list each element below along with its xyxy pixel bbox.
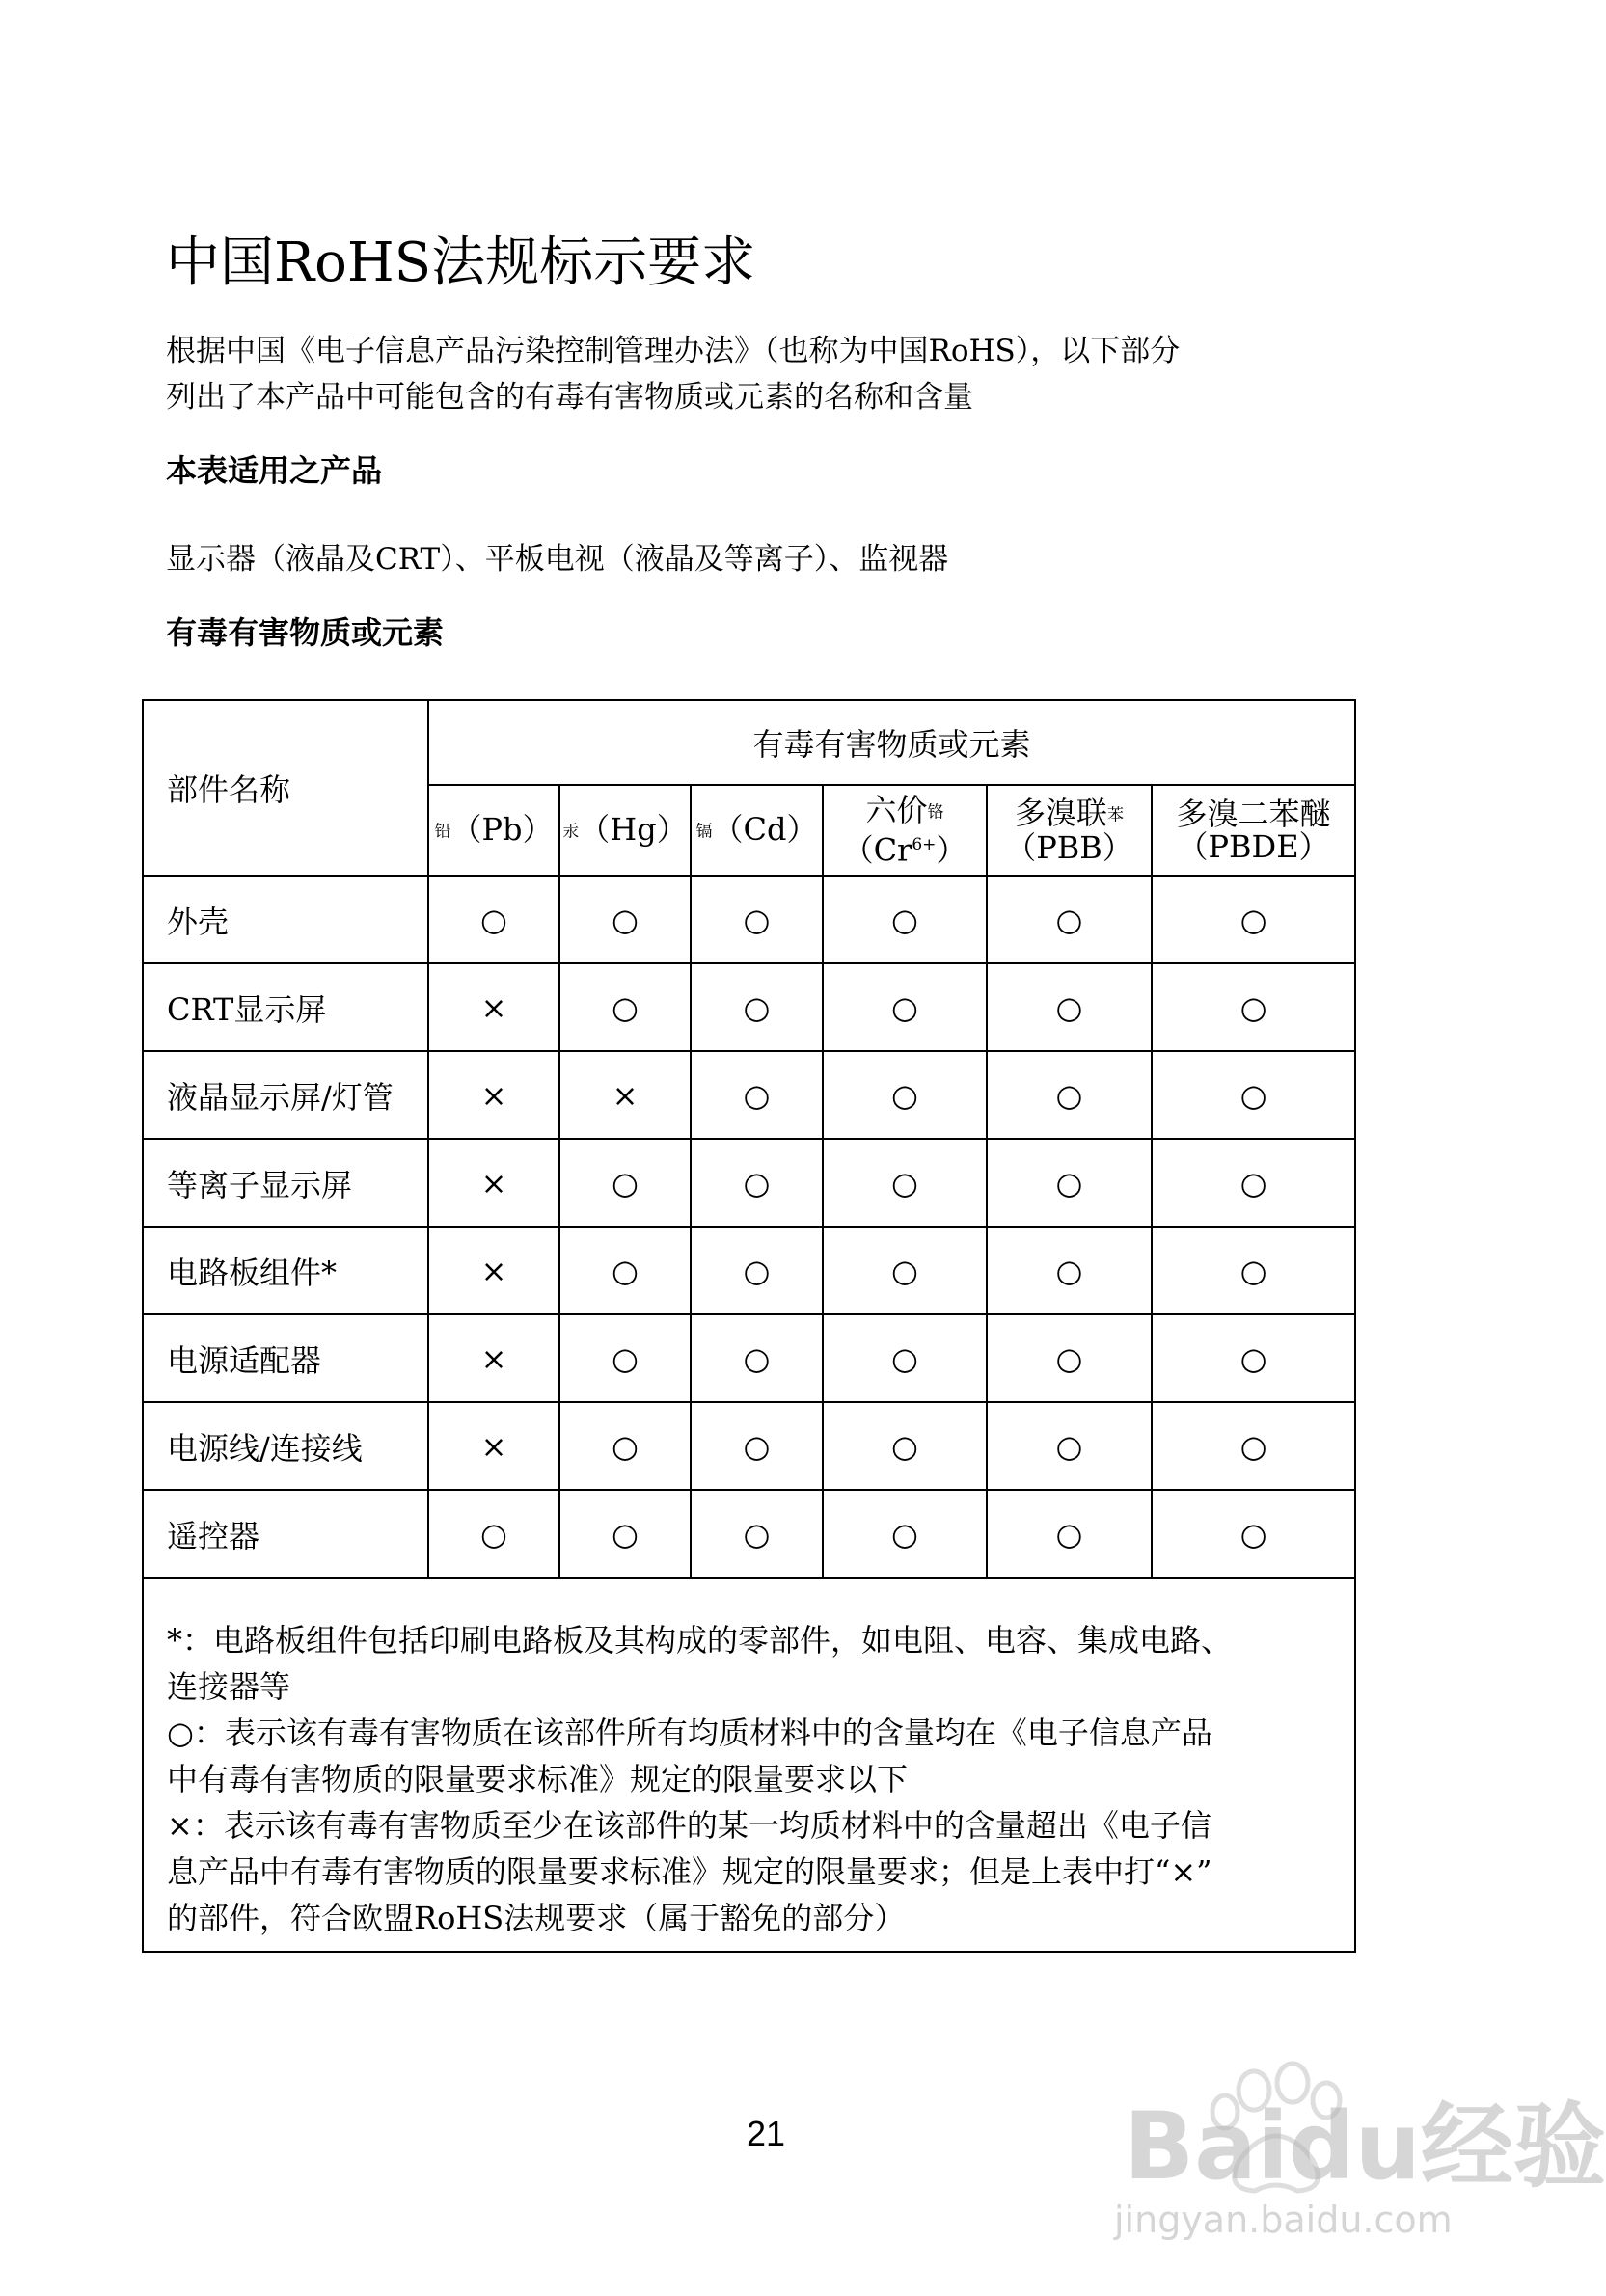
compliance-mark-cell: ○ — [559, 1227, 691, 1314]
part-name-cell: 外壳 — [143, 876, 428, 963]
products-heading: 本表适用之产品 — [166, 452, 383, 489]
part-name-cell: 等离子显示屏 — [143, 1139, 428, 1227]
compliance-mark-cell: ○ — [1152, 1314, 1355, 1402]
note-line: 息产品中有毒有害物质的限量要求标准》规定的限量要求；但是上表中打“×” — [167, 1853, 1212, 1890]
table-row — [143, 1490, 1355, 1578]
substance-header-pbde — [1152, 785, 1355, 876]
note-line: 连接器等 — [167, 1668, 291, 1705]
part-name-cell: 电路板组件* — [143, 1227, 428, 1314]
substance-header-cr6 — [823, 785, 987, 876]
substance-symbol: （PBB） — [1005, 829, 1133, 867]
compliance-mark-cell: ○ — [559, 1139, 691, 1227]
substance-header-pbb — [987, 785, 1152, 876]
compliance-mark-cell: ○ — [691, 1227, 823, 1314]
compliance-mark-cell: ○ — [559, 876, 691, 963]
intro-line: 根据中国《电子信息产品污染控制管理办法》（也称为中国RoHS），以下部分 — [166, 334, 1181, 368]
page-number: 21 — [746, 2114, 786, 2153]
substance-symbol-tail: ） — [936, 832, 967, 870]
compliance-mark-cell: ○ — [559, 1490, 691, 1578]
watermark-url: jingyan.baidu.com — [1114, 2199, 1453, 2241]
table-row — [143, 1314, 1355, 1402]
part-name-cell: CRT显示屏 — [143, 963, 428, 1051]
watermark — [1056, 2044, 1606, 2256]
compliance-mark-cell: ○ — [559, 1314, 691, 1402]
substance-glyph: 苯 — [1107, 805, 1124, 825]
compliance-mark-cell: × — [428, 1227, 559, 1314]
note-line: *：电路板组件包括印刷电路板及其构成的零部件，如电阻、电容、集成电路、 — [167, 1622, 1233, 1659]
substance-symbol: （PBDE） — [1177, 828, 1330, 865]
compliance-mark-cell: ○ — [1152, 1227, 1355, 1314]
compliance-mark-cell: ○ — [987, 963, 1152, 1051]
intro-line: 列出了本产品中可能包含的有毒有害物质或元素的名称和含量 — [166, 380, 973, 415]
compliance-mark-cell: ○ — [1152, 1402, 1355, 1490]
note-line: ×：表示该有毒有害物质至少在该部件的某一均质材料中的含量超出《电子信 — [167, 1807, 1211, 1844]
compliance-mark-cell: ○ — [823, 963, 987, 1051]
compliance-mark-cell: ○ — [987, 1227, 1152, 1314]
compliance-mark-cell: ○ — [987, 1051, 1152, 1139]
compliance-mark-cell: × — [428, 1139, 559, 1227]
compliance-mark-cell: ○ — [691, 963, 823, 1051]
compliance-mark-cell: ○ — [1152, 1051, 1355, 1139]
table-notes — [143, 1578, 1355, 1952]
compliance-mark-cell: ○ — [691, 1314, 823, 1402]
page-title: 中国RoHS法规标示要求 — [166, 231, 756, 294]
part-name-cell: 遥控器 — [143, 1490, 428, 1578]
compliance-mark-cell: ○ — [823, 1227, 987, 1314]
compliance-mark-cell: ○ — [987, 1139, 1152, 1227]
substance-header-pb — [428, 785, 559, 876]
compliance-mark-cell: ○ — [428, 1490, 559, 1578]
compliance-mark-cell: ○ — [987, 1314, 1152, 1402]
compliance-mark-cell: ○ — [691, 1402, 823, 1490]
substance-name: 多溴二苯醚 — [1176, 796, 1331, 832]
compliance-mark-cell: ○ — [987, 1402, 1152, 1490]
substance-symbol: （Cd） — [712, 810, 818, 848]
compliance-mark-cell: ○ — [1152, 1139, 1355, 1227]
substances-group-header: 有毒有害物质或元素 — [428, 700, 1355, 785]
compliance-mark-cell: ○ — [1152, 876, 1355, 963]
compliance-mark-cell: ○ — [987, 876, 1152, 963]
compliance-mark-cell: ○ — [823, 876, 987, 963]
substance-header-hg — [559, 785, 691, 876]
compliance-mark-cell: × — [428, 1051, 559, 1139]
compliance-mark-cell: ○ — [691, 1490, 823, 1578]
products-text: 显示器（液晶及CRT）、平板电视（液晶及等离子）、监视器 — [166, 542, 949, 577]
table-row — [143, 876, 1355, 963]
compliance-mark-cell: ○ — [1152, 1490, 1355, 1578]
compliance-mark-cell: ○ — [823, 1139, 987, 1227]
substance-glyph: 镉 — [695, 822, 713, 842]
compliance-mark-cell: ○ — [691, 1139, 823, 1227]
substance-symbol: （Cr — [842, 832, 912, 870]
compliance-mark-cell: ○ — [428, 876, 559, 963]
compliance-mark-cell: ○ — [823, 1314, 987, 1402]
note-line: 的部件，符合欧盟RoHS法规要求（属于豁免的部分） — [167, 1900, 906, 1936]
compliance-mark-cell: ○ — [823, 1402, 987, 1490]
watermark-logo-text: Baidu经验 — [1124, 2093, 1606, 2201]
compliance-mark-cell: ○ — [987, 1490, 1152, 1578]
part-name-cell: 液晶显示屏/灯管 — [143, 1051, 428, 1139]
substance-name: 多溴联 — [1014, 794, 1107, 831]
compliance-mark-cell: × — [428, 1402, 559, 1490]
substance-valence: 6+ — [912, 835, 937, 855]
compliance-mark-cell: ○ — [559, 963, 691, 1051]
table-body — [143, 876, 1355, 1578]
part-name-cell: 电源适配器 — [143, 1314, 428, 1402]
table-row — [143, 1227, 1355, 1314]
substance-symbol: （Hg） — [579, 810, 688, 848]
compliance-mark-cell: ○ — [691, 876, 823, 963]
compliance-mark-cell: × — [559, 1051, 691, 1139]
compliance-mark-cell: ○ — [823, 1051, 987, 1139]
note-line: ○：表示该有毒有害物质在该部件所有均质材料中的含量均在《电子信息产品 — [167, 1715, 1212, 1751]
compliance-mark-cell: ○ — [559, 1402, 691, 1490]
compliance-mark-cell: ○ — [823, 1490, 987, 1578]
compliance-mark-cell: ○ — [691, 1051, 823, 1139]
table-row — [143, 1139, 1355, 1227]
substance-glyph: 铬 — [927, 802, 944, 823]
substance-glyph: 汞 — [562, 822, 580, 842]
note-line: 中有毒有害物质的限量要求标准》规定的限量要求以下 — [167, 1761, 909, 1797]
substance-symbol: （Pb） — [450, 810, 554, 848]
substance-glyph: 铅 — [434, 822, 451, 842]
substance-name: 六价 — [865, 791, 928, 828]
part-name-header: 部件名称 — [143, 700, 428, 876]
compliance-mark-cell: ○ — [1152, 963, 1355, 1051]
part-name-cell: 电源线/连接线 — [143, 1402, 428, 1490]
intro-paragraph — [166, 328, 1362, 420]
compliance-mark-cell: × — [428, 963, 559, 1051]
table-row — [143, 963, 1355, 1051]
compliance-mark-cell: × — [428, 1314, 559, 1402]
rohs-table — [142, 699, 1356, 1953]
table-row — [143, 1402, 1355, 1490]
substance-header-cd — [691, 785, 823, 876]
table-row — [143, 1051, 1355, 1139]
substances-heading: 有毒有害物质或元素 — [166, 614, 445, 651]
